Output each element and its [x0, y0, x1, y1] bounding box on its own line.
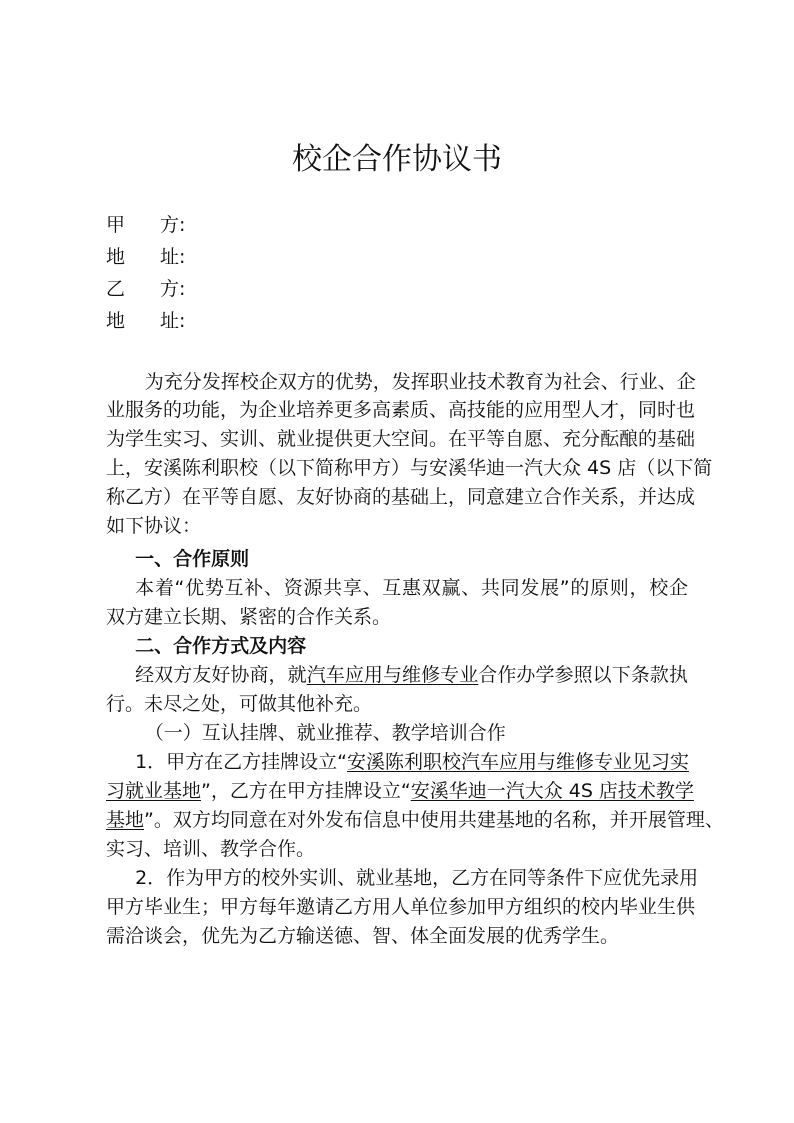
text-run: 为学生实习、实训、就业提供更大空间。在平等自愿、充分酝酿的基础	[106, 428, 696, 450]
document-title: 校企合作协议书	[292, 142, 502, 177]
body-line	[106, 397, 696, 423]
body-line	[106, 604, 688, 630]
field-label: 乙	[106, 278, 126, 300]
field-label-suffix: 方:	[160, 278, 186, 300]
party-field	[106, 212, 185, 238]
body-line	[106, 426, 696, 452]
body-line	[106, 484, 696, 510]
text-run: 1．甲方在乙方挂牌设立“	[135, 751, 348, 773]
field-label: 地	[106, 246, 126, 268]
body-line	[135, 865, 699, 891]
party-field	[106, 308, 185, 334]
text-run: 2．作为甲方的校外实训、就业基地，乙方在同等条件下应优先录用	[135, 867, 699, 889]
text-run: 行。未尽之处，可做其他补充。	[106, 693, 373, 715]
body-line	[106, 836, 688, 862]
body-line	[106, 778, 694, 804]
body-line	[145, 720, 688, 746]
body-line	[106, 513, 688, 539]
text-run: 合作办学参照以下条款执	[478, 664, 688, 686]
body-line	[106, 455, 713, 481]
text-run: 双方建立长期、紧密的合作关系。	[106, 606, 392, 628]
text-run: 实习、培训、教学合作。	[106, 838, 316, 860]
underlined-text: 安溪陈利职校汽车应用与维修专业见习实	[347, 751, 690, 773]
party-field	[106, 276, 185, 302]
section-heading	[135, 633, 688, 659]
text-run: 上，安溪陈利职校（以下简称甲方）与安溪华迪一汽大众 4S 店（以下简	[106, 457, 713, 479]
body-line	[106, 691, 688, 717]
underlined-text: 安溪华迪一汽大众 4S 店技术教学	[410, 780, 694, 802]
body-line	[106, 923, 688, 949]
text-run: 如下协议：	[106, 515, 202, 537]
body-line	[135, 749, 688, 775]
text-run: 经双方友好协商，就	[135, 664, 307, 686]
party-field	[106, 244, 185, 270]
body-line	[144, 369, 696, 395]
field-label: 地	[106, 310, 126, 332]
body-line	[135, 575, 688, 601]
underlined-text: 基地	[106, 809, 145, 831]
body-line	[106, 894, 696, 920]
text-run: ”，乙方在甲方挂牌设立“	[201, 780, 411, 802]
section-heading	[135, 546, 688, 572]
body-line	[106, 807, 724, 833]
text-run: 需洽谈会，优先为乙方输送德、智、体全面发展的优秀学生。	[106, 925, 620, 947]
text-run: 本着“优势互补、资源共享、互惠双赢、共同发展”的原则，校企	[135, 577, 688, 599]
text-run: 一、合作原则	[135, 548, 250, 570]
underlined-text: 汽车应用与维修专业	[306, 664, 479, 686]
underlined-text: 习就业基地	[106, 780, 202, 802]
body-line	[135, 662, 688, 688]
text-run: 称乙方）在平等自愿、友好协商的基础上，同意建立合作关系，并达成	[106, 486, 696, 508]
field-label-suffix: 址:	[160, 246, 186, 268]
text-run: 为充分发挥校企双方的优势，发挥职业技术教育为社会、行业、企	[144, 371, 696, 393]
text-run: ”。双方均同意在对外发布信息中使用共建基地的名称，并开展管理、	[144, 809, 724, 831]
field-label: 甲	[106, 214, 126, 236]
field-label-suffix: 方:	[160, 214, 186, 236]
field-label-suffix: 址:	[160, 310, 186, 332]
text-run: 二、合作方式及内容	[135, 635, 307, 657]
text-run: 业服务的功能，为企业培养更多高素质、高技能的应用型人才，同时也	[106, 399, 696, 421]
text-run: 甲方毕业生；甲方每年邀请乙方用人单位参加甲方组织的校内毕业生供	[106, 896, 696, 918]
text-run: （一）互认挂牌、就业推荐、教学培训合作	[144, 722, 506, 744]
